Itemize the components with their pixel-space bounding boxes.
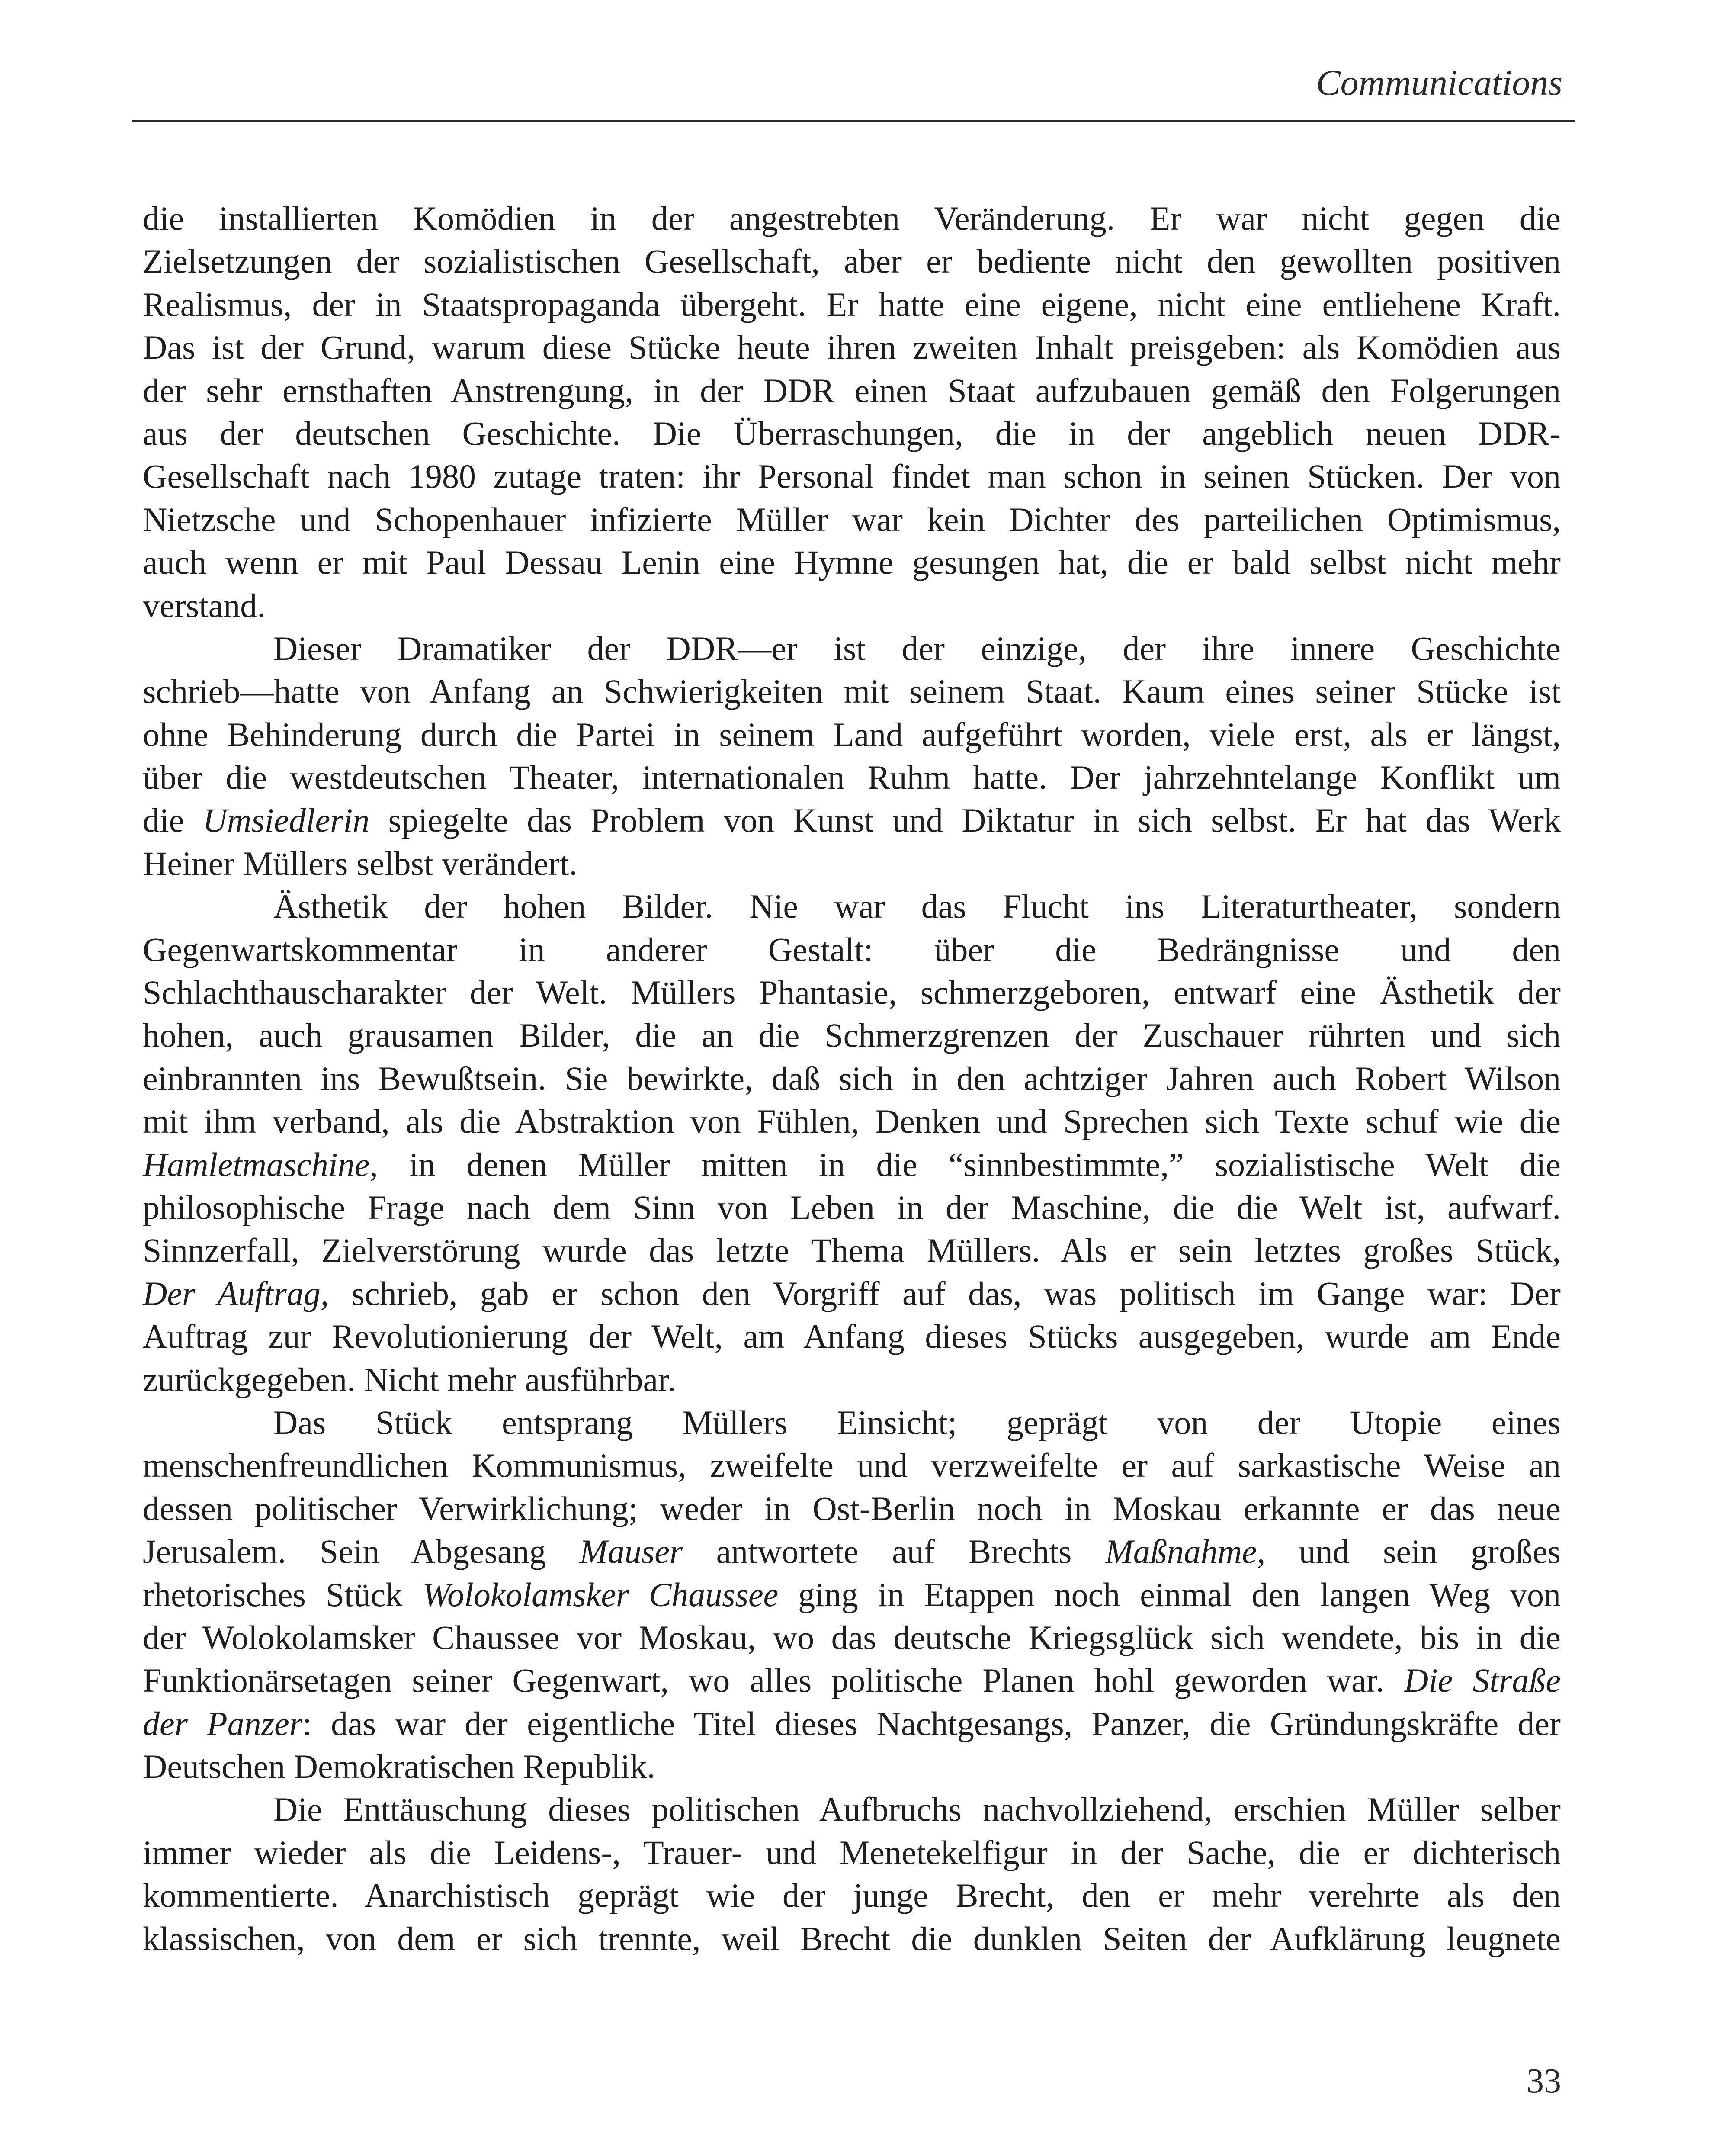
text-line: einbrannten ins Bewußtsein. Sie bewirkte, daß sich in den achtziger Jahren auch Robert Wilson [143, 1059, 1561, 1097]
work-title-der-auftrag: Der Auftrag, [143, 1274, 329, 1312]
work-title-hamletmaschine: Hamletmaschine, [143, 1145, 378, 1183]
text-line [143, 799, 1561, 842]
text-line: Auftrag zur Revolutionierung der Welt, am Anfang dieses Stücks ausgegeben, wurde am Ende [143, 1317, 1561, 1356]
text-line: Das Stück entsprang Müllers Einsicht; geprägt von der Utopie eines [273, 1403, 1561, 1441]
text-run: ging in Etappen noch einmal den langen Weg von [778, 1575, 1561, 1613]
text-run: antwortete auf Brechts [683, 1533, 1105, 1571]
text-run: , und sein großes [1257, 1533, 1561, 1571]
text-line: ohne Behinderung durch die Partei in seinem Land aufgeführt worden, viele erst, als er längst, [143, 715, 1561, 753]
text-line: verstand. [143, 586, 266, 624]
text-line: menschenfreundlichen Kommunismus, zweifelte und verzweifelte er auf sarkastische Weise an [143, 1446, 1561, 1484]
text-run: in denen Müller mitten in die “sinnbestimmte,” sozialistische Welt die [378, 1145, 1561, 1183]
text-line: immer wieder als die Leidens-, Trauer- und Menetekelfigur in der Sache, die er dichterisch [143, 1833, 1561, 1871]
text-line: dessen politischer Verwirklichung; weder in Ost-Berlin noch in Moskau erkannte er das neue [143, 1489, 1561, 1527]
text-line: mit ihm verband, als die Abstraktion von Fühlen, Denken und Sprechen sich Texte schuf wie die [143, 1102, 1561, 1141]
text-line [143, 1143, 1561, 1186]
text-line: klassischen, von dem er sich trennte, weil Brecht die dunklen Seiten der Aufklärung leugnete [143, 1919, 1561, 1957]
text-line [143, 1659, 1561, 1702]
text-line: philosophische Frage nach dem Sinn von Leben in der Maschine, die die Welt ist, aufwarf. [143, 1188, 1561, 1226]
text-line [143, 1272, 1561, 1315]
text-line [143, 1573, 1561, 1616]
text-line: Realismus, der in Staatspropaganda übergeht. Er hatte eine eigene, nicht eine entliehene Kraft. [143, 285, 1561, 323]
body-text [143, 197, 1561, 1960]
running-header-title: Communications [1316, 63, 1562, 103]
header-rule [132, 120, 1575, 122]
text-line [143, 1530, 1561, 1573]
text-run: schrieb, gab er schon den Vorgriff auf das, was politisch im Gange war: Der [329, 1274, 1561, 1312]
text-line: Gesellschaft nach 1980 zutage traten: ihr Personal findet man schon in seinen Stücken. Der von [143, 457, 1561, 495]
text-line: Sinnzerfall, Zielverstörung wurde das letzte Thema Müllers. Als er sein letztes großes Stück, [143, 1231, 1561, 1269]
text-line: Schlachthauscharakter der Welt. Müllers Phantasie, schmerzgeboren, entwarf eine Ästhetik der [143, 974, 1561, 1012]
text-line: Dieser Dramatiker der DDR—er ist der einzige, der ihre innere Geschichte [273, 629, 1561, 667]
text-run: : das war der eigentliche Titel dieses Nachtgesangs, Panzer, die Gründungskräfte der [302, 1704, 1561, 1742]
text-line: Die Enttäuschung dieses politischen Aufbruchs nachvollziehend, erschien Müller selber [273, 1790, 1561, 1828]
text-line: auch wenn er mit Paul Dessau Lenin eine Hymne gesungen hat, die er bald selbst nicht mehr [143, 543, 1561, 582]
text-line: Das ist der Grund, warum diese Stücke heute ihren zweiten Inhalt preisgeben: als Komödien aus [143, 328, 1561, 366]
work-title-massnahme: Maßnahme [1105, 1533, 1257, 1571]
text-line: der Wolokolamsker Chaussee vor Moskau, wo das deutsche Kriegsglück sich wendete, bis in die [143, 1618, 1561, 1656]
work-title-der-panzer: der Panzer [143, 1704, 303, 1742]
text-line: schrieb—hatte von Anfang an Schwierigkeiten mit seinem Staat. Kaum eines seiner Stücke ist [143, 672, 1561, 710]
text-run: rhetorisches Stück [143, 1575, 423, 1613]
text-line: Ästhetik der hohen Bilder. Nie war das Flucht ins Literaturtheater, sondern [273, 887, 1561, 925]
text-line: hohen, auch grausamen Bilder, die an die Schmerzgrenzen der Zuschauer rührten und sich [143, 1016, 1561, 1054]
text-run: Jerusalem. Sein Abgesang [143, 1533, 580, 1571]
text-line: Heiner Müllers selbst verändert. [143, 844, 578, 882]
text-line: Nietzsche und Schopenhauer infizierte Müller war kein Dichter des parteilichen Optimismus, [143, 500, 1561, 538]
work-title-die-strasse: Die Straße [1404, 1661, 1561, 1700]
text-run: Funktionärsetagen seiner Gegenwart, wo alles politische Planen hohl geworden war. [143, 1661, 1404, 1700]
text-line: kommentierte. Anarchistisch geprägt wie der junge Brecht, den er mehr verehrte als den [143, 1876, 1561, 1915]
text-line: zurückgegeben. Nicht mehr ausführbar. [143, 1360, 676, 1398]
work-title-mauser: Mauser [579, 1533, 683, 1571]
text-line: über die westdeutschen Theater, internationalen Ruhm hatte. Der jahrzehntelange Konflikt um [143, 758, 1561, 797]
text-line: die installierten Komödien in der angestrebten Veränderung. Er war nicht gegen die [143, 199, 1561, 237]
text-run: die [143, 801, 203, 839]
text-run: spiegelte das Problem von Kunst und Diktatur in sich selbst. Er hat das Werk [369, 801, 1561, 839]
work-title-wolokolamsker-chaussee: Wolokolamsker Chaussee [422, 1575, 779, 1613]
work-title-umsiedlerin: Umsiedlerin [202, 801, 370, 839]
text-line [143, 1702, 1561, 1745]
text-line: aus der deutschen Geschichte. Die Überraschungen, die in der angeblich neuen DDR- [143, 414, 1561, 452]
page-number: 33 [1527, 2062, 1561, 2100]
text-line: Gegenwartskommentar in anderer Gestalt: über die Bedrängnisse und den [143, 930, 1561, 968]
text-line: Zielsetzungen der sozialistischen Gesellschaft, aber er bediente nicht den gewollten positiven [143, 242, 1561, 280]
text-line: Deutschen Demokratischen Republik. [143, 1748, 655, 1786]
text-line: der sehr ernsthaften Anstrengung, in der DDR einen Staat aufzubauen gemäß den Folgerungen [143, 371, 1561, 409]
